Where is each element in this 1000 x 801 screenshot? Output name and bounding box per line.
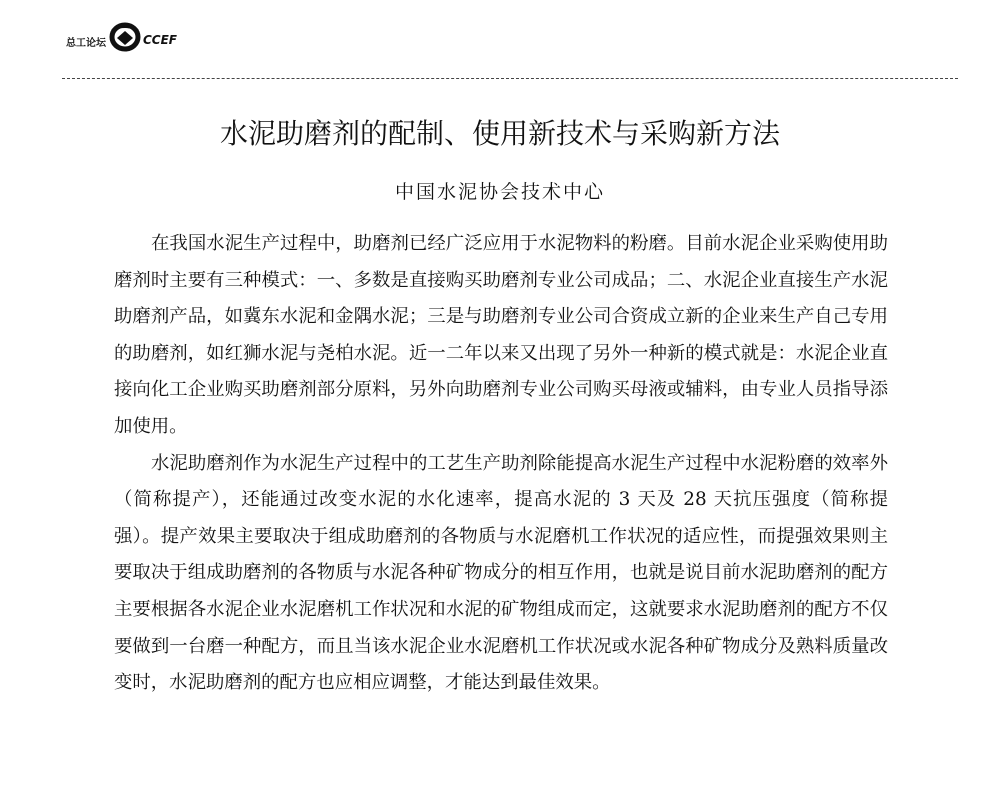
logo-text-left: 总工论坛 bbox=[66, 37, 106, 49]
ccef-emblem-icon bbox=[108, 22, 142, 52]
paragraph-1: 在我国水泥生产过程中，助磨剂已经广泛应用于水泥物料的粉磨。目前水泥企业采购使用助磨剂时主要有三种模式：一、多数是直接购买助磨剂专业公司成品；二、水泥企业直接生产水泥助磨剂产品，如冀东水泥和金隅水泥；三是与助磨剂专业公司合资成立新的企业来生产自己专用的助磨剂，如红狮水泥与尧柏水泥。近一二年以来又出现了另外一种新的模式就是：水泥企业直接向化工企业购买助磨剂部分原料，另外向助磨剂专业公司购买母液或辅料，由专业人员指导添加使用。 bbox=[114, 233, 888, 437]
header-logo bbox=[66, 22, 177, 52]
document-title: 水泥助磨剂的配制、使用新技术与采购新方法 bbox=[219, 117, 780, 150]
paragraph-2: 水泥助磨剂作为水泥生产过程中的工艺生产助剂除能提高水泥生产过程中水泥粉磨的效率外（简称提产），还能通过改变水泥的水化速率，提高水泥的 3 天及 28 天抗压强度（简称提强）。提产效果主要取决于组成助磨剂的各物质与水泥磨机工作状况的适应性，而提强效果则主要取决于组成助磨剂的各物质与水泥各种矿物成分的相互作用，也就是说目前水泥助磨剂的配方主要根据各水泥企业水泥磨机工作状况和水泥的矿物组成而定，这就要求水泥助磨剂的配方不仅要做到一台磨一种配方，而且当该水泥企业水泥磨机工作状况或水泥各种矿物成分及熟料质量改变时，水泥助磨剂的配方也应相应调整，才能达到最佳效果。 bbox=[114, 452, 888, 694]
document-body bbox=[114, 226, 888, 702]
logo-text-right: CCEF bbox=[143, 33, 178, 47]
header-divider bbox=[62, 78, 958, 79]
document-author: 中国水泥协会技术中心 bbox=[394, 181, 605, 203]
